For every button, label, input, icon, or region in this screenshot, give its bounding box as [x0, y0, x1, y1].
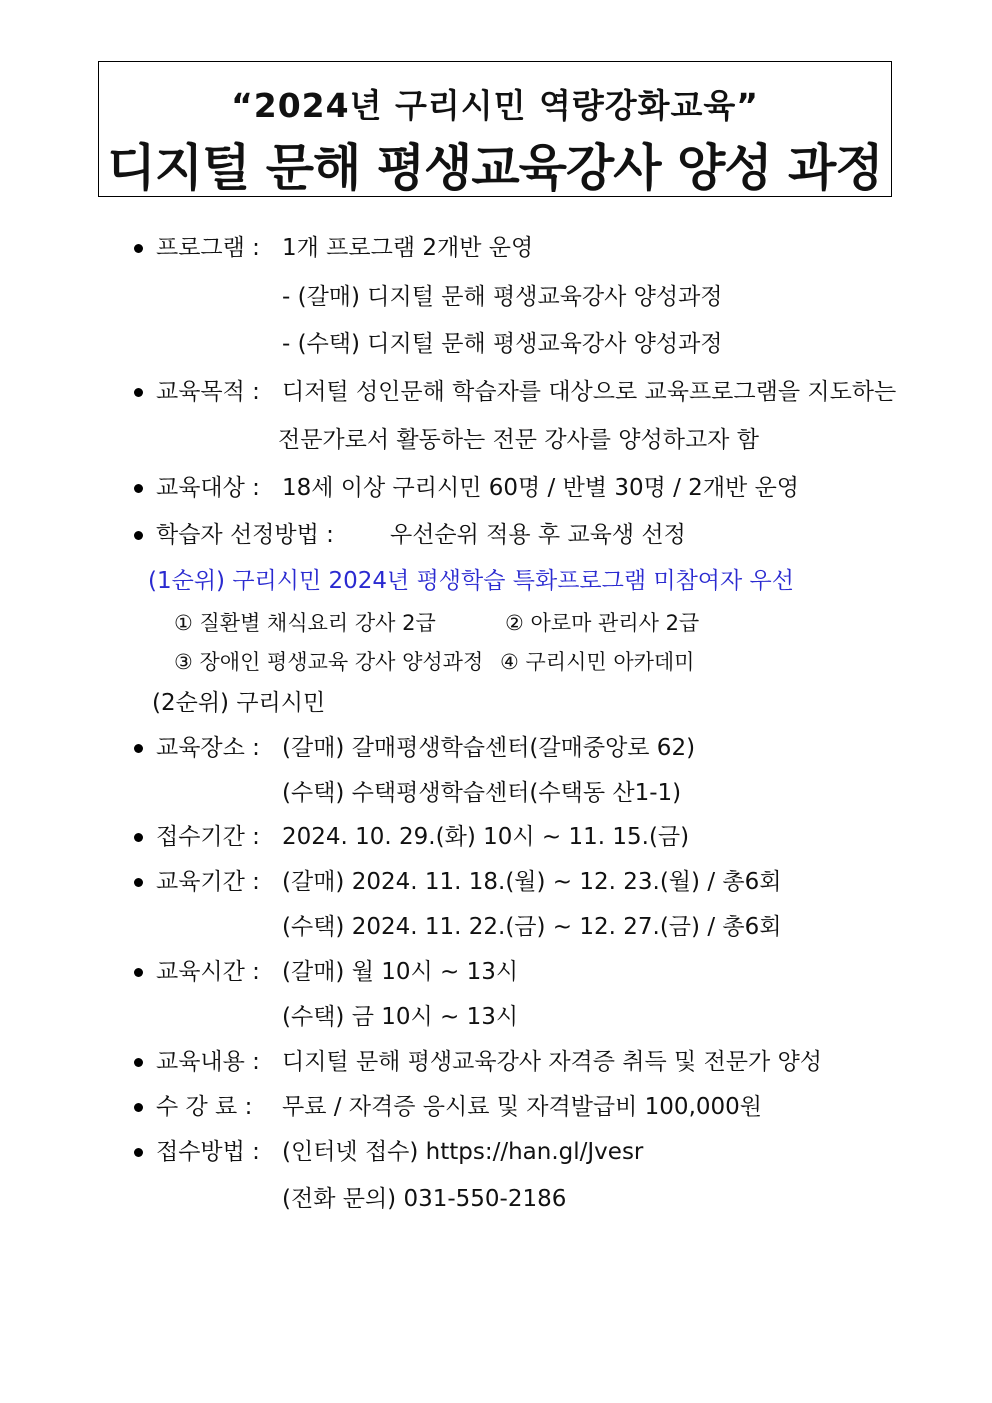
location-galmae: (갈매) 갈매평생학습센터(갈매중앙로 62): [282, 735, 696, 761]
title-box: [98, 61, 892, 197]
bullet-icon: [134, 484, 143, 493]
selection-item2: ② 아로마 관리사 2급: [505, 611, 700, 635]
application-method-internet: (인터넷 접수) https://han.gl/Jvesr: [282, 1139, 644, 1165]
target-label: 교육대상 :: [156, 475, 260, 501]
program-label: 프로그램 :: [156, 235, 260, 261]
application-period-label: 접수기간 :: [156, 824, 260, 850]
application-period-value: 2024. 10. 29.(화) 10시 ~ 11. 15.(금): [282, 824, 690, 850]
selection-value: 우선순위 적용 후 교육생 선정: [390, 522, 686, 548]
course-period-galmae: (갈매) 2024. 11. 18.(월) ~ 12. 23.(월) / 총6회: [282, 869, 782, 895]
bullet-icon: [134, 744, 143, 753]
bullet-icon: [134, 1148, 143, 1157]
fee-value: 무료 / 자격증 응시료 및 자격발급비 100,000원: [282, 1094, 762, 1120]
course-period-sutaek: (수택) 2024. 11. 22.(금) ~ 12. 27.(금) / 총6회: [282, 914, 782, 940]
selection-priority1: (1순위) 구리시민 2024년 평생학습 특화프로그램 미참여자 우선: [148, 568, 794, 594]
selection-item1: ① 질환별 채식요리 강사 2급: [174, 611, 436, 635]
bullet-icon: [134, 388, 143, 397]
bullet-icon: [134, 1058, 143, 1067]
bullet-icon: [134, 1103, 143, 1112]
application-method-phone: (전화 문의) 031-550-2186: [282, 1186, 567, 1212]
purpose-line1: 디저털 성인문해 학습자를 대상으로 교육프로그램을 지도하는: [282, 379, 897, 405]
bullet-icon: [134, 244, 143, 253]
title-subheading: “2024년 구리시민 역량강화교육”: [231, 86, 759, 125]
content-value: 디지털 문해 평생교육강사 자격증 취득 및 전문가 양성: [282, 1049, 822, 1075]
selection-item3: ③ 장애인 평생교육 강사 양성과정: [174, 650, 484, 674]
purpose-line2: 전문가로서 활동하는 전문 강사를 양성하고자 함: [278, 427, 759, 453]
program-value: 1개 프로그램 2개반 운영: [282, 235, 534, 261]
selection-priority2: (2순위) 구리시민: [152, 690, 326, 716]
title-heading: 디지털 문해 평생교육강사 양성 과정: [107, 139, 883, 197]
fee-label: 수 강 료 :: [156, 1094, 253, 1120]
purpose-label: 교육목적 :: [156, 379, 260, 405]
target-value: 18세 이상 구리시민 60명 / 반별 30명 / 2개반 운영: [282, 475, 800, 501]
course-time-galmae: (갈매) 월 10시 ~ 13시: [282, 959, 519, 985]
location-sutaek: (수택) 수택평생학습센터(수택동 산1-1): [282, 780, 682, 806]
bullet-icon: [134, 878, 143, 887]
program-sub-galmae: - (갈매) 디지털 문해 평생교육강사 양성과정: [282, 284, 723, 310]
content-label: 교육내용 :: [156, 1049, 260, 1075]
location-label: 교육장소 :: [156, 735, 260, 761]
course-time-sutaek: (수택) 금 10시 ~ 13시: [282, 1004, 519, 1030]
selection-item4: ④ 구리시민 아카데미: [500, 650, 695, 674]
application-method-label: 접수방법 :: [156, 1139, 260, 1165]
bullet-icon: [134, 968, 143, 977]
program-sub-sutaek: - (수택) 디지털 문해 평생교육강사 양성과정: [282, 331, 723, 357]
course-time-label: 교육시간 :: [156, 959, 260, 985]
selection-label: 학습자 선정방법 :: [156, 522, 334, 548]
course-period-label: 교육기간 :: [156, 869, 260, 895]
bullet-icon: [134, 531, 143, 540]
bullet-icon: [134, 833, 143, 842]
